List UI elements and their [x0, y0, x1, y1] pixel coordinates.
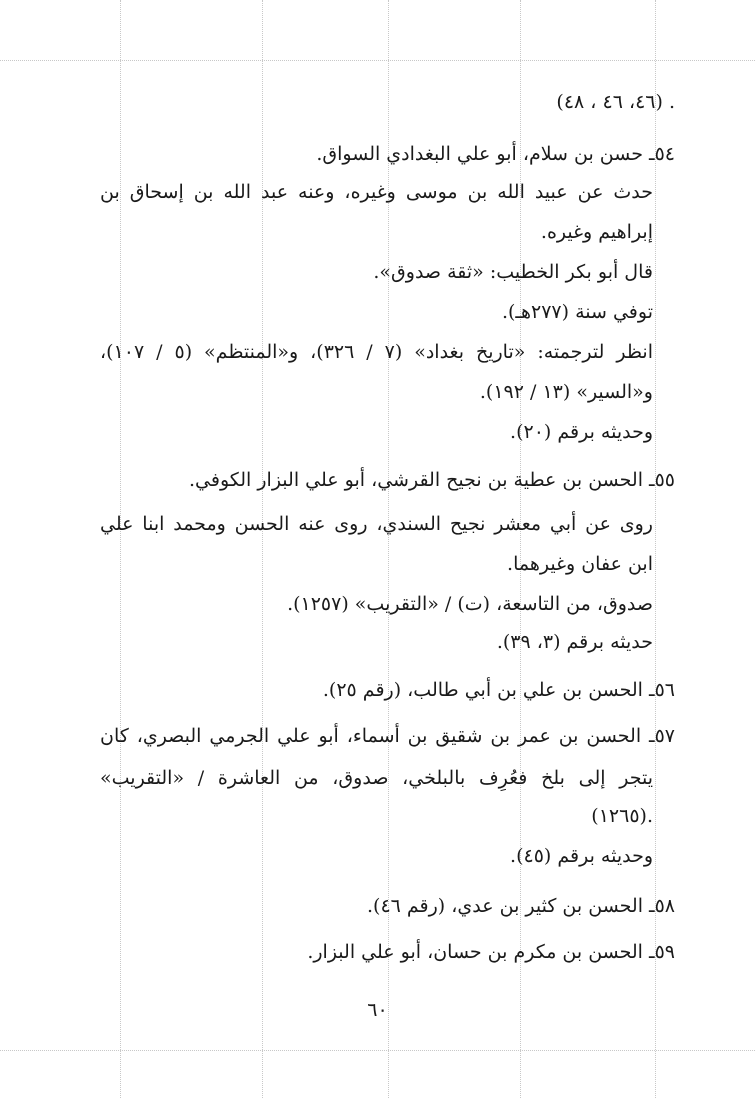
entry-57-heading: ٥٧ـ الحسن بن عمر بن شقيق بن أسماء، أبو علي الجرمي البصري، كان	[100, 725, 675, 747]
page-number: ٦٠	[367, 999, 388, 1021]
scan-guide-line	[120, 0, 121, 1098]
entry-57-text: (١٢٦٥).	[591, 805, 653, 827]
entry-59-heading: ٥٩ـ الحسن بن مكرم بن حسان، أبو علي البزار.	[307, 941, 675, 963]
scan-guide-line	[262, 0, 263, 1098]
scan-guide-line	[0, 1050, 755, 1051]
entry-54-text: إبراهيم وغيره.	[540, 221, 653, 243]
entry-54-text: حدث عن عبيد الله بن موسى وغيره، وعنه عبد الله بن إسحاق بن	[100, 181, 653, 203]
entry-54-text: توفي سنة (٢٧٧هـ).	[501, 301, 653, 323]
continuation-line: (٤٦، ٤٦ ، ٤٨) .	[556, 91, 675, 113]
entry-58-heading: ٥٨ـ الحسن بن كثير بن عدي، (رقم ٤٦).	[366, 895, 675, 917]
entry-55-heading: ٥٥ـ الحسن بن عطية بن نجيح القرشي، أبو علي البزار الكوفي.	[189, 469, 675, 491]
entry-55-text: حديثه برقم (٣، ٣٩).	[496, 631, 653, 653]
entry-54-text: و«السير» (١٣ / ١٩٢).	[479, 381, 653, 403]
entry-55-text: ابن عفان وغيرهما.	[507, 553, 653, 575]
entry-54-heading: ٥٤ـ حسن بن سلام، أبو علي البغدادي السواق.	[316, 143, 675, 165]
entry-57-text: يتجر إلى بلخ فعُرِف بالبلخي، صدوق، من العاشرة / «التقريب»	[100, 767, 653, 789]
entry-54-text: انظر لترجمته: «تاريخ بغداد» (٧ / ٣٢٦)، و«المنتظم» (٥ / ١٠٧)،	[100, 341, 653, 363]
entry-54-text: قال أبو بكر الخطيب: «ثقة صدوق».	[373, 261, 653, 283]
scan-guide-line	[0, 60, 755, 61]
entry-55-text: روى عن أبي معشر نجيح السندي، روى عنه الحسن ومحمد ابنا علي	[100, 513, 653, 535]
entry-57-text: وحديثه برقم (٤٥).	[510, 845, 653, 867]
entry-55-text: صدوق، من التاسعة، (ت) / «التقريب» (١٢٥٧).	[287, 593, 653, 615]
entry-56-heading: ٥٦ـ الحسن بن علي بن أبي طالب، (رقم ٢٥).	[322, 679, 675, 701]
entry-54-text: وحديثه برقم (٢٠).	[510, 421, 653, 443]
